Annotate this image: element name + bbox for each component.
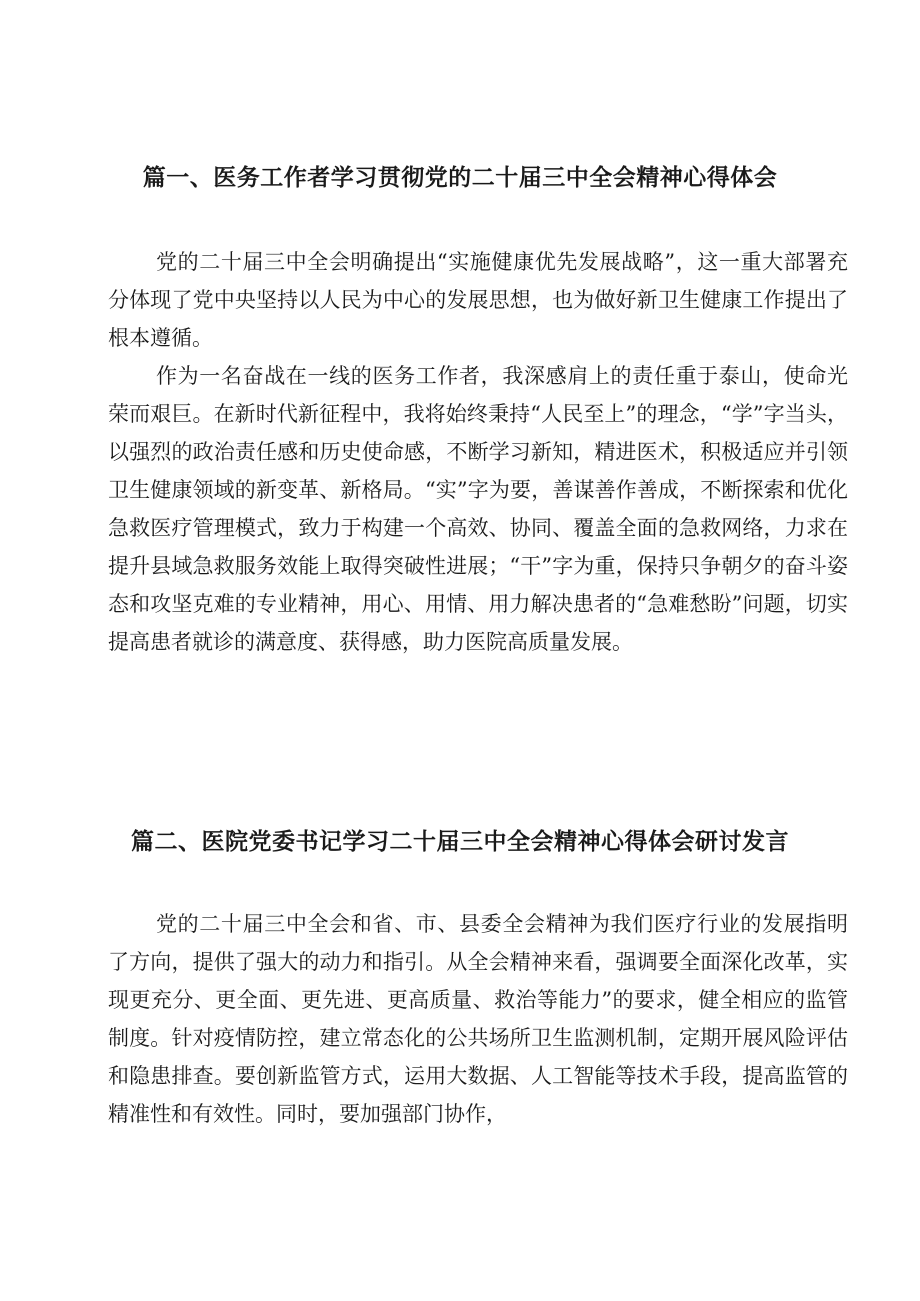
section-body-2 [108,905,848,1133]
section-body-1 [108,243,848,661]
paragraph: 党的二十届三中全会明确提出“实施健康优先发展战略”，这一重大部署充分体现了党中央坚持以人民为中心的发展思想，也为做好新卫生健康工作提出了根本遵循。 [108,250,848,350]
paragraph: 党的二十届三中全会和省、市、县委全会精神为我们医疗行业的发展指明了方向，提供了强大的动力和指引。从全会精神来看，强调要全面深化改革，实现更充分、更全面、更先进、更高质量、救治等能力”的要求，健全相应的监管制度。针对疫情防控，建立常态化的公共场所卫生监测机制，定期开展风险评估和隐患排查。要创新监管方式，运用大数据、人工智能等技术手段，提高监管的精准性和有效性。同时，要加强部门协作， [108,912,848,1126]
paragraph: 作为一名奋战在一线的医务工作者，我深感肩上的责任重于泰山，使命光荣而艰巨。在新时代新征程中，我将始终秉持“人民至上”的理念，“学”字当头，以强烈的政治责任感和历史使命感，不断学习新知，精进医术，积极适应并引领卫生健康领域的新变革、新格局。“实”字为要，善谋善作善成，不断探索和优化急救医疗管理模式，致力于构建一个高效、协同、覆盖全面的急救网络，力求在提升县域急救服务效能上取得突破性进展；“干”字为重，保持只争朝夕的奋斗姿态和攻坚克难的专业精神，用心、用情、用力解决患者的“急难愁盼”问题，切实提高患者就诊的满意度、获得感，助力医院高质量发展。 [108,364,848,654]
section-title-1: 篇一、医务工作者学习贯彻党的二十届三中全会精神心得体会 [142,165,778,191]
section-title-2: 篇二、医院党委书记学习二十届三中全会精神心得体会研讨发言 [131,829,789,855]
